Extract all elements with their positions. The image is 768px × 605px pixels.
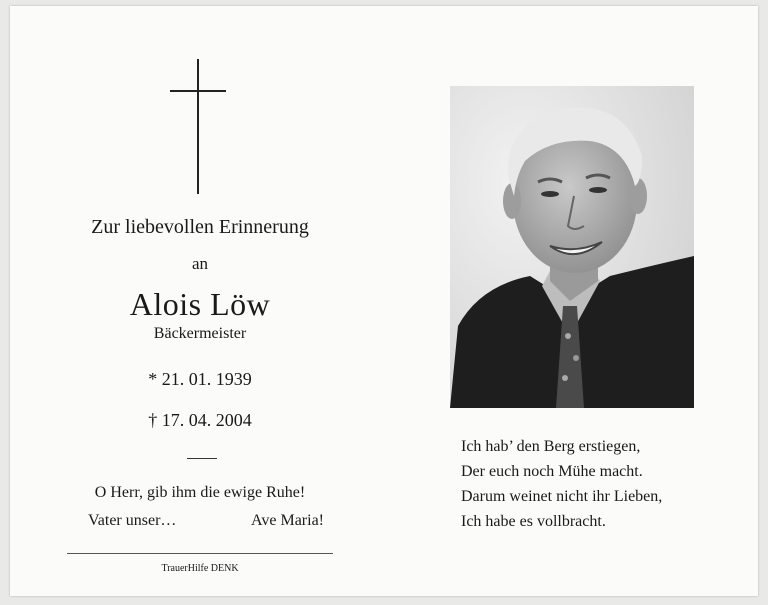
- poem-line: Der euch noch Mühe macht.: [461, 463, 643, 480]
- long-divider: [67, 553, 333, 554]
- memorial-card: [10, 6, 758, 596]
- poem: [461, 434, 662, 534]
- death-date: † 17. 04. 2004: [148, 410, 252, 430]
- prayer-line-2: [88, 512, 324, 530]
- prayer-right: Ave Maria!: [251, 512, 324, 529]
- heading-text: Zur liebevollen Erinnerung: [91, 216, 309, 238]
- portrait-photo: [450, 86, 694, 408]
- printer-credit: TrauerHilfe DENK: [161, 563, 239, 574]
- short-divider: [187, 458, 217, 459]
- cross-icon: [170, 59, 226, 194]
- poem-line: Ich hab’ den Berg erstiegen,: [461, 438, 641, 455]
- deceased-name: Alois Löw: [129, 286, 271, 322]
- poem-line: Darum weinet nicht ihr Lieben,: [461, 488, 663, 505]
- profession-text: Bäckermeister: [153, 325, 247, 342]
- poem-line: Ich habe es vollbracht.: [461, 513, 606, 530]
- birth-date: * 21. 01. 1939: [148, 369, 252, 389]
- prayer-line-1: O Herr, gib ihm die ewige Ruhe!: [94, 484, 306, 501]
- prayer-left: Vater unser…: [88, 512, 177, 529]
- preposition-text: an: [191, 254, 209, 273]
